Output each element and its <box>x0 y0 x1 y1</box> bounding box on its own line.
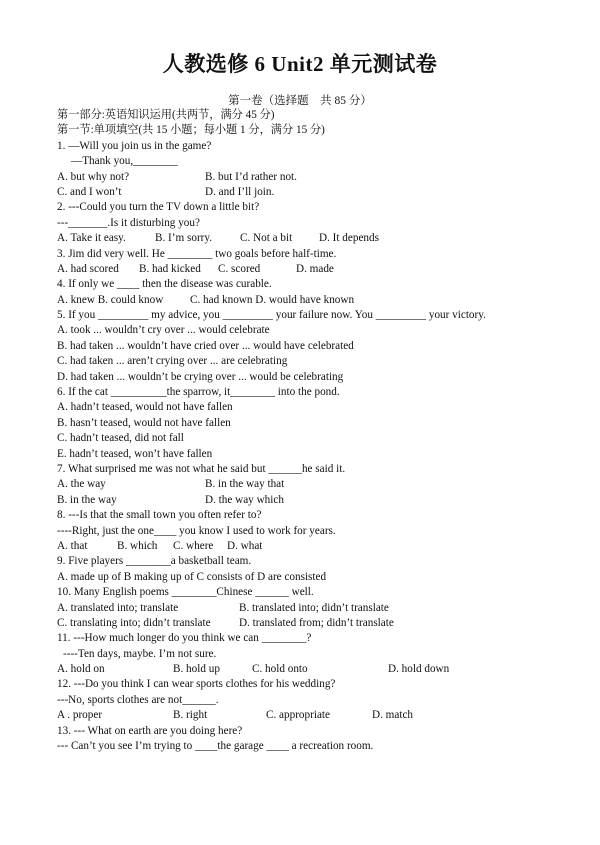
option-c: C. where <box>173 539 214 552</box>
option-a: A. the way <box>57 478 106 491</box>
question-10-options <box>57 601 557 616</box>
question-3-stem: 3. Jim did very well. He ________ two goals before half-time. <box>57 247 337 260</box>
question-1-stem: 1. —Will you join us in the game? <box>57 139 212 152</box>
question-11-options <box>57 662 557 677</box>
option-d: D. and I’ll join. <box>205 185 275 198</box>
option-c: B. in the way <box>57 493 117 506</box>
option-c: C. appropriate <box>266 709 330 722</box>
question-5-option-a: A. took ... wouldn’t cry over ... would celebrate <box>57 324 270 337</box>
question-12-options <box>57 708 557 723</box>
question-10-stem: 10. Many English poems ________Chinese ______ well. <box>57 586 314 599</box>
option-b: B. hold up <box>173 663 220 676</box>
options-cd: C. had known D. would have known <box>190 293 355 306</box>
question-5-option-c: C. had taken ... aren’t crying over ... are celebrating <box>57 355 288 368</box>
question-5-stem: 5. If you _________ my advice, you _________ your failure now. You _________ your victory. <box>57 309 486 322</box>
question-2-reply: ---_______.Is it disturbing you? <box>57 216 200 229</box>
option-a: A. that <box>57 539 88 552</box>
option-a: A. Take it easy. <box>57 232 126 245</box>
option-b: B. translated into; didn’t translate <box>239 601 389 614</box>
question-1-options <box>57 185 557 200</box>
option-d: D. match <box>372 709 414 722</box>
question-11-stem: 11. ---How much longer do you think we can ________? <box>57 632 312 645</box>
question-12-stem: 12. ---Do you think I can wear sports clothes for his wedding? <box>57 678 336 691</box>
question-6-option-c: C. hadn’t teased, did not fall <box>57 432 184 445</box>
question-2-options <box>57 231 557 246</box>
options-ab: A. knew B. could know <box>57 293 164 306</box>
question-1-options <box>57 170 557 185</box>
question-8-options <box>57 539 557 554</box>
question-13-reply: --- Can’t you see I’m trying to ____the garage ____ a recreation room. <box>57 740 374 753</box>
option-b: B. had kicked <box>139 262 201 275</box>
option-c: C. and I won’t <box>57 185 122 198</box>
option-d: D. what <box>227 539 263 552</box>
question-5-option-b: B. had taken ... wouldn’t have cried over ... would have celebrated <box>57 339 354 352</box>
question-3-options <box>57 262 557 277</box>
question-1-reply: —Thank you,________ <box>71 155 178 168</box>
question-9-options: A. made up of B making up of C consists of D are consisted <box>57 570 327 583</box>
question-6-option-e: E. hadn’t teased, won’t have fallen <box>57 447 213 460</box>
question-8-stem: 8. ---Is that the small town you often refer to? <box>57 509 262 522</box>
option-a: A. translated into; translate <box>57 601 179 614</box>
question-5-option-d: D. had taken ... wouldn’t be crying over ... would be celebrating <box>57 370 344 383</box>
option-b: B. I’m sorry. <box>155 232 213 245</box>
option-d: D. made <box>296 262 334 275</box>
question-4-options <box>57 293 557 308</box>
question-6-stem: 6. If the cat __________the sparrow, it________ into the pond. <box>57 386 340 399</box>
question-11-reply: ----Ten days, maybe. I’m not sure. <box>63 647 217 660</box>
option-b: B. which <box>117 539 158 552</box>
option-c: C. translating into; didn’t translate <box>57 616 211 629</box>
question-2-stem: 2. ---Could you turn the TV down a little bit? <box>57 201 260 214</box>
option-b: B. in the way that <box>205 478 285 491</box>
option-a: A. had scored <box>57 262 119 275</box>
option-d: D. It depends <box>319 232 379 245</box>
section-heading: 第一部分:英语知识运用(共两节，满分 45 分) <box>57 109 275 121</box>
exam-title: 人教选修 6 Unit2 单元测试卷 <box>162 52 438 76</box>
question-12-reply: ---No, sports clothes are not______. <box>57 693 219 706</box>
question-7-stem: 7. What surprised me was not what he said but ______he said it. <box>57 462 346 475</box>
option-b: B. but I’d rather not. <box>205 170 297 183</box>
option-d: D. hold down <box>388 663 450 676</box>
option-a: A. but why not? <box>57 170 130 183</box>
option-d: D. translated from; didn’t translate <box>239 616 394 629</box>
option-c: C. hold onto <box>252 663 308 676</box>
question-list <box>57 108 557 754</box>
question-7-options <box>57 493 557 508</box>
option-b: B. right <box>173 709 208 722</box>
volume-subtitle: 第一卷（选择题 共 85 分） <box>228 95 372 107</box>
option-a: A . proper <box>57 709 103 722</box>
option-a: A. hold on <box>57 663 105 676</box>
question-13-stem: 13. --- What on earth are you doing here? <box>57 724 243 737</box>
question-6-option-a: A. hadn’t teased, would not have fallen <box>57 401 233 414</box>
option-c: C. Not a bit <box>240 232 293 245</box>
option-c: C. scored <box>218 262 261 275</box>
question-8-reply: ----Right, just the one____ you know I used to work for years. <box>57 524 336 537</box>
question-6-option-b: B. hasn’t teased, would not have fallen <box>57 416 231 429</box>
question-7-options <box>57 477 557 492</box>
subsection-heading: 第一节:单项填空(共 15 小题；每小题 1 分，满分 15 分) <box>57 124 325 137</box>
question-10-options <box>57 616 557 631</box>
question-9-stem: 9. Five players ________a basketball team. <box>57 555 252 568</box>
question-4-stem: 4. If only we ____ then the disease was curable. <box>57 278 272 291</box>
option-d: D. the way which <box>205 493 284 506</box>
